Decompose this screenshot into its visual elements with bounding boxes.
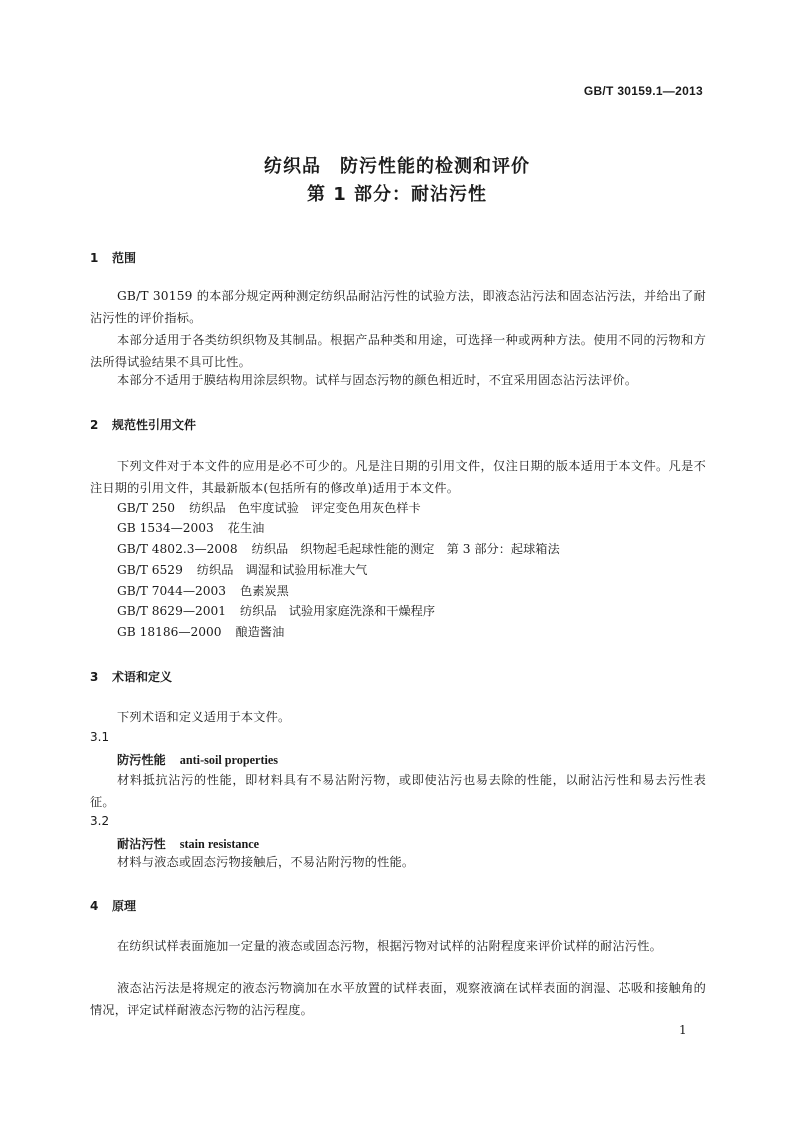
reference-title: 色素炭黑 — [240, 584, 289, 598]
reference-title: 纺织品 调湿和试验用标准大气 — [196, 563, 368, 577]
section-number: 4 — [90, 899, 99, 913]
reference-item — [117, 497, 421, 519]
term-definition: 材料抵抗沾污的性能，即材料具有不易沾附污物，或即使沾污也易去除的性能，以耐沾污性和易去污性表征。 — [90, 773, 706, 809]
reference-title: 酿造酱油 — [235, 625, 285, 639]
document-title: 纺织品 防污性能的检测和评价 — [264, 156, 530, 177]
reference-item — [117, 559, 367, 581]
reference-code: GB/T 7044—2003 — [117, 584, 227, 598]
page-number: 1 — [679, 1023, 687, 1037]
reference-title: 纺织品 织物起毛起球性能的测定 第 3 部分：起球箱法 — [251, 542, 560, 556]
term-zh: 防污性能 — [117, 753, 166, 767]
term-number: 3.1 — [90, 730, 110, 744]
reference-code: GB 1534—2003 — [117, 521, 214, 535]
term-en: stain resistance — [179, 837, 260, 851]
reference-item — [117, 517, 264, 539]
term-heading — [117, 751, 278, 768]
term-definition: 材料与液态或固态污物接触后，不易沾附污物的性能。 — [117, 855, 415, 869]
section-heading-normative-references — [90, 416, 196, 433]
term-heading — [117, 835, 259, 852]
reference-code: GB/T 250 — [117, 501, 176, 515]
reference-code: GB/T 4802.3—2008 — [117, 542, 238, 556]
section-number: 2 — [90, 418, 99, 432]
paragraph: 本部分适用于各类纺织织物及其制品。根据产品种类和用途，可选择一种或两种方法。使用不同的污物和方法所得试验结果不具可比性。 — [90, 333, 706, 369]
term-en: anti-soil properties — [179, 753, 279, 767]
reference-code: GB/T 6529 — [117, 563, 183, 577]
section-title: 规范性引用文件 — [112, 418, 197, 432]
paragraph: GB/T 30159 的本部分规定两种测定纺织品耐沾污性的试验方法，即液态沾污法和固态沾污法，并给出了耐沾污性的评价指标。 — [90, 289, 706, 325]
section-title: 术语和定义 — [112, 670, 173, 684]
section-heading-scope — [90, 249, 136, 266]
document-subtitle: 第 1 部分：耐沾污性 — [306, 184, 488, 205]
reference-title: 花生油 — [227, 521, 265, 535]
reference-item — [117, 580, 289, 602]
paragraph: 本部分不适用于膜结构用涂层织物。试样与固态污物的颜色相近时，不宜采用固态沾污法评价。 — [117, 373, 638, 387]
term-number: 3.2 — [90, 814, 110, 828]
reference-code: GB 18186—2000 — [117, 625, 222, 639]
section-title: 原理 — [112, 899, 137, 913]
reference-item — [117, 600, 435, 622]
section-number: 3 — [90, 670, 99, 684]
reference-item — [117, 538, 560, 560]
paragraph: 液态沾污法是将规定的液态污物滴加在水平放置的试样表面，观察液滴在试样表面的润湿、芯吸和接触角的情况，评定试样耐液态污物的沾污程度。 — [90, 981, 706, 1017]
reference-item — [117, 621, 284, 643]
section-heading-terms-definitions — [90, 668, 172, 685]
section-number: 1 — [90, 251, 99, 265]
paragraph: 下列术语和定义适用于本文件。 — [117, 710, 291, 724]
standard-number: GB/T 30159.1—2013 — [583, 84, 703, 98]
section-title: 范围 — [112, 251, 137, 265]
paragraph: 在纺织试样表面施加一定量的液态或固态污物，根据污物对试样的沾附程度来评价试样的耐沾污性。 — [117, 939, 663, 953]
paragraph: 下列文件对于本文件的应用是必不可少的。凡是注日期的引用文件，仅注日期的版本适用于本文件。凡是不注日期的引用文件，其最新版本(包括所有的修改单)适用于本文件。 — [90, 459, 706, 495]
section-heading-principle — [90, 897, 136, 914]
reference-title: 纺织品 试验用家庭洗涤和干燥程序 — [240, 604, 436, 618]
reference-code: GB/T 8629—2001 — [117, 604, 227, 618]
term-zh: 耐沾污性 — [117, 837, 166, 851]
reference-title: 纺织品 色牢度试验 评定变色用灰色样卡 — [189, 501, 421, 515]
